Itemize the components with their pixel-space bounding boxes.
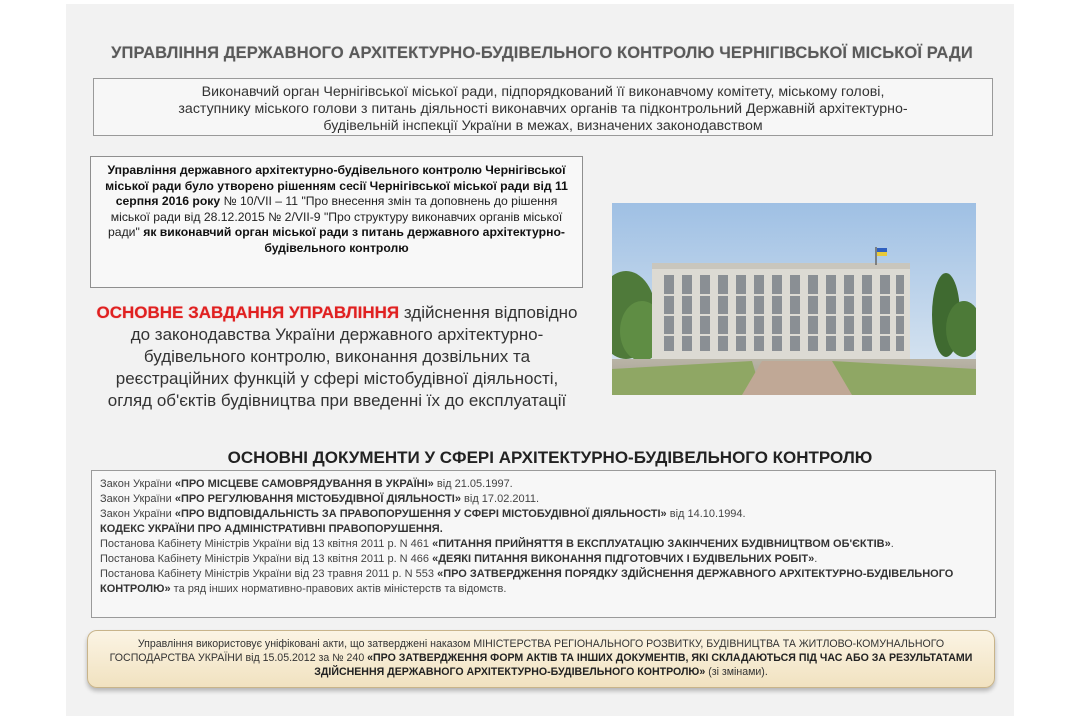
- intro-line: заступнику міського голови з питань діяльності виконавчих органів та підконтрольний Державній архітектурно-: [178, 101, 908, 117]
- document-prefix: Закон України: [100, 508, 175, 520]
- document-suffix: та ряд інших нормативно-правових актів міністерств та відомств.: [170, 583, 507, 595]
- document-item: [100, 567, 987, 597]
- note-bold-text: «ПРО ЗАТВЕРДЖЕННЯ ФОРМ АКТІВ ТА ІНШИХ ДОКУМЕНТІВ, ЯКІ СКЛАДАЮТЬСЯ ПІД ЧАС АБО ЗА РЕЗУЛЬТАТАМИ ЗДІЙСНЕННЯ ДЕРЖАВНОГО АРХІТЕКТУРНО-БУДІВЕЛЬНОГО КОНТРОЛЮ»: [314, 652, 973, 678]
- note-text: Управління використовує уніфіковані акти, що затверджені наказом МІНІСТЕРСТВА РЕГІОНАЛЬНОГО РОЗВИТКУ, БУДІВНИЦТВА ТА ЖИТЛОВО-КОМУНАЛЬНОГО ГОСПОДАРСТВА УКРАЇНИ від 15.05.2012 за № 240: [109, 638, 945, 664]
- city-council-building-photo: [612, 203, 976, 395]
- document-suffix: .: [814, 553, 818, 565]
- documents-list: [91, 470, 996, 618]
- document-item: [100, 537, 987, 552]
- intro-box: [93, 78, 993, 136]
- document-title: «ПРО ЗАТВЕРДЖЕННЯ ПОРЯДКУ ЗДІЙСНЕННЯ ДЕРЖАВНОГО АРХІТЕКТУРНО-БУДІВЕЛЬНОГО КОНТРОЛЮ»: [100, 568, 954, 595]
- building-photo-svg: [612, 203, 976, 395]
- document-suffix: від 17.02.2011.: [460, 493, 540, 505]
- documents-heading: ОСНОВНІ ДОКУМЕНТИ У СФЕРІ АРХІТЕКТУРНО-БУДІВЕЛЬНОГО КОНТРОЛЮ: [227, 448, 873, 467]
- creation-box: [90, 156, 583, 288]
- document-prefix: Закон України: [100, 493, 175, 505]
- document-title: «ДЕЯКІ ПИТАННЯ ВИКОНАННЯ ПІДГОТОВЧИХ І БУДІВЕЛЬНИХ РОБІТ»: [432, 553, 815, 565]
- intro-line: Виконавчий орган Чернігівської міської ради, підпорядкований її виконавчому комітету, міському голові,: [201, 84, 885, 100]
- main-task-heading: ОСНОВНЕ ЗАВДАННЯ УПРАВЛІННЯ: [96, 303, 400, 322]
- document-prefix: Постанова Кабінету Міністрів України від 13 квітня 2011 р. N 466: [100, 553, 433, 565]
- document-item: [100, 507, 987, 522]
- document-prefix: Постанова Кабінету Міністрів України від 23 травня 2011 р. N 553: [100, 568, 438, 580]
- document-item: [100, 477, 987, 492]
- document-title: КОДЕКС УКРАЇНИ ПРО АДМІНІСТРАТИВНІ ПРАВОПОРУШЕННЯ.: [100, 523, 443, 535]
- document-title: «ПРО ВІДПОВІДАЛЬНІСТЬ ЗА ПРАВОПОРУШЕННЯ У СФЕРІ МІСТОБУДІВНОЇ ДІЯЛЬНОСТІ»: [174, 508, 667, 520]
- creation-bold-text: Управління державного архітектурно-будівельного контролю Чернігівської міської ради було утворено рішенням сесії Чернігівської міської ради від 11 серпня 2016 року: [105, 163, 568, 208]
- document-item: [100, 492, 987, 507]
- unified-acts-note: [87, 630, 995, 688]
- document-title: «ПИТАННЯ ПРИЙНЯТТЯ В ЕКСПЛУАТАЦІЮ ЗАКІНЧЕНИХ БУДІВНИЦТВОМ ОБ'ЄКТІВ»: [432, 538, 891, 550]
- document-title: «ПРО МІСЦЕВЕ САМОВРЯДУВАННЯ В УКРАЇНІ»: [174, 478, 434, 490]
- intro-line: будівельній інспекції України в межах, визначених законодавством: [323, 118, 763, 134]
- creation-bold-text-2: як виконавчий орган міської ради з питань державного архітектурно-будівельного контролю: [139, 225, 565, 255]
- document-title: «ПРО РЕГУЛЮВАННЯ МІСТОБУДІВНОЇ ДІЯЛЬНОСТІ»: [174, 493, 461, 505]
- document-prefix: Закон України: [100, 478, 175, 490]
- note-text-end: (зі змінами).: [705, 666, 768, 678]
- document-item: [100, 522, 987, 537]
- main-task-paragraph: [94, 302, 580, 412]
- document-prefix: Постанова Кабінету Міністрів України від 13 квітня 2011 р. N 461: [100, 538, 433, 550]
- creation-normal-text: № 10/VII – 11 "Про внесення змін та доповнень до рішення міської ради від 28.12.2015 № 2/VII-9 "Про структуру виконавчих органів міської ради": [108, 194, 563, 239]
- page-title: УПРАВЛІННЯ ДЕРЖАВНОГО АРХІТЕКТУРНО-БУДІВЕЛЬНОГО КОНТРОЛЮ ЧЕРНІГІВСЬКОЇ МІСЬКОЇ РАДИ: [111, 44, 973, 62]
- document-suffix: від 21.05.1997.: [433, 478, 513, 490]
- document-item: [100, 552, 987, 567]
- document-suffix: .: [890, 538, 894, 550]
- document-suffix: від 14.10.1994.: [666, 508, 746, 520]
- main-task-text: здійснення відповідно до законодавства України державного архітектурно-будівельного контролю, виконання дозвільних та реєстраційних функцій у сфері містобудівної діяльності, огляд об'єктів будівництва при введенні їх до експлуатації: [107, 303, 578, 410]
